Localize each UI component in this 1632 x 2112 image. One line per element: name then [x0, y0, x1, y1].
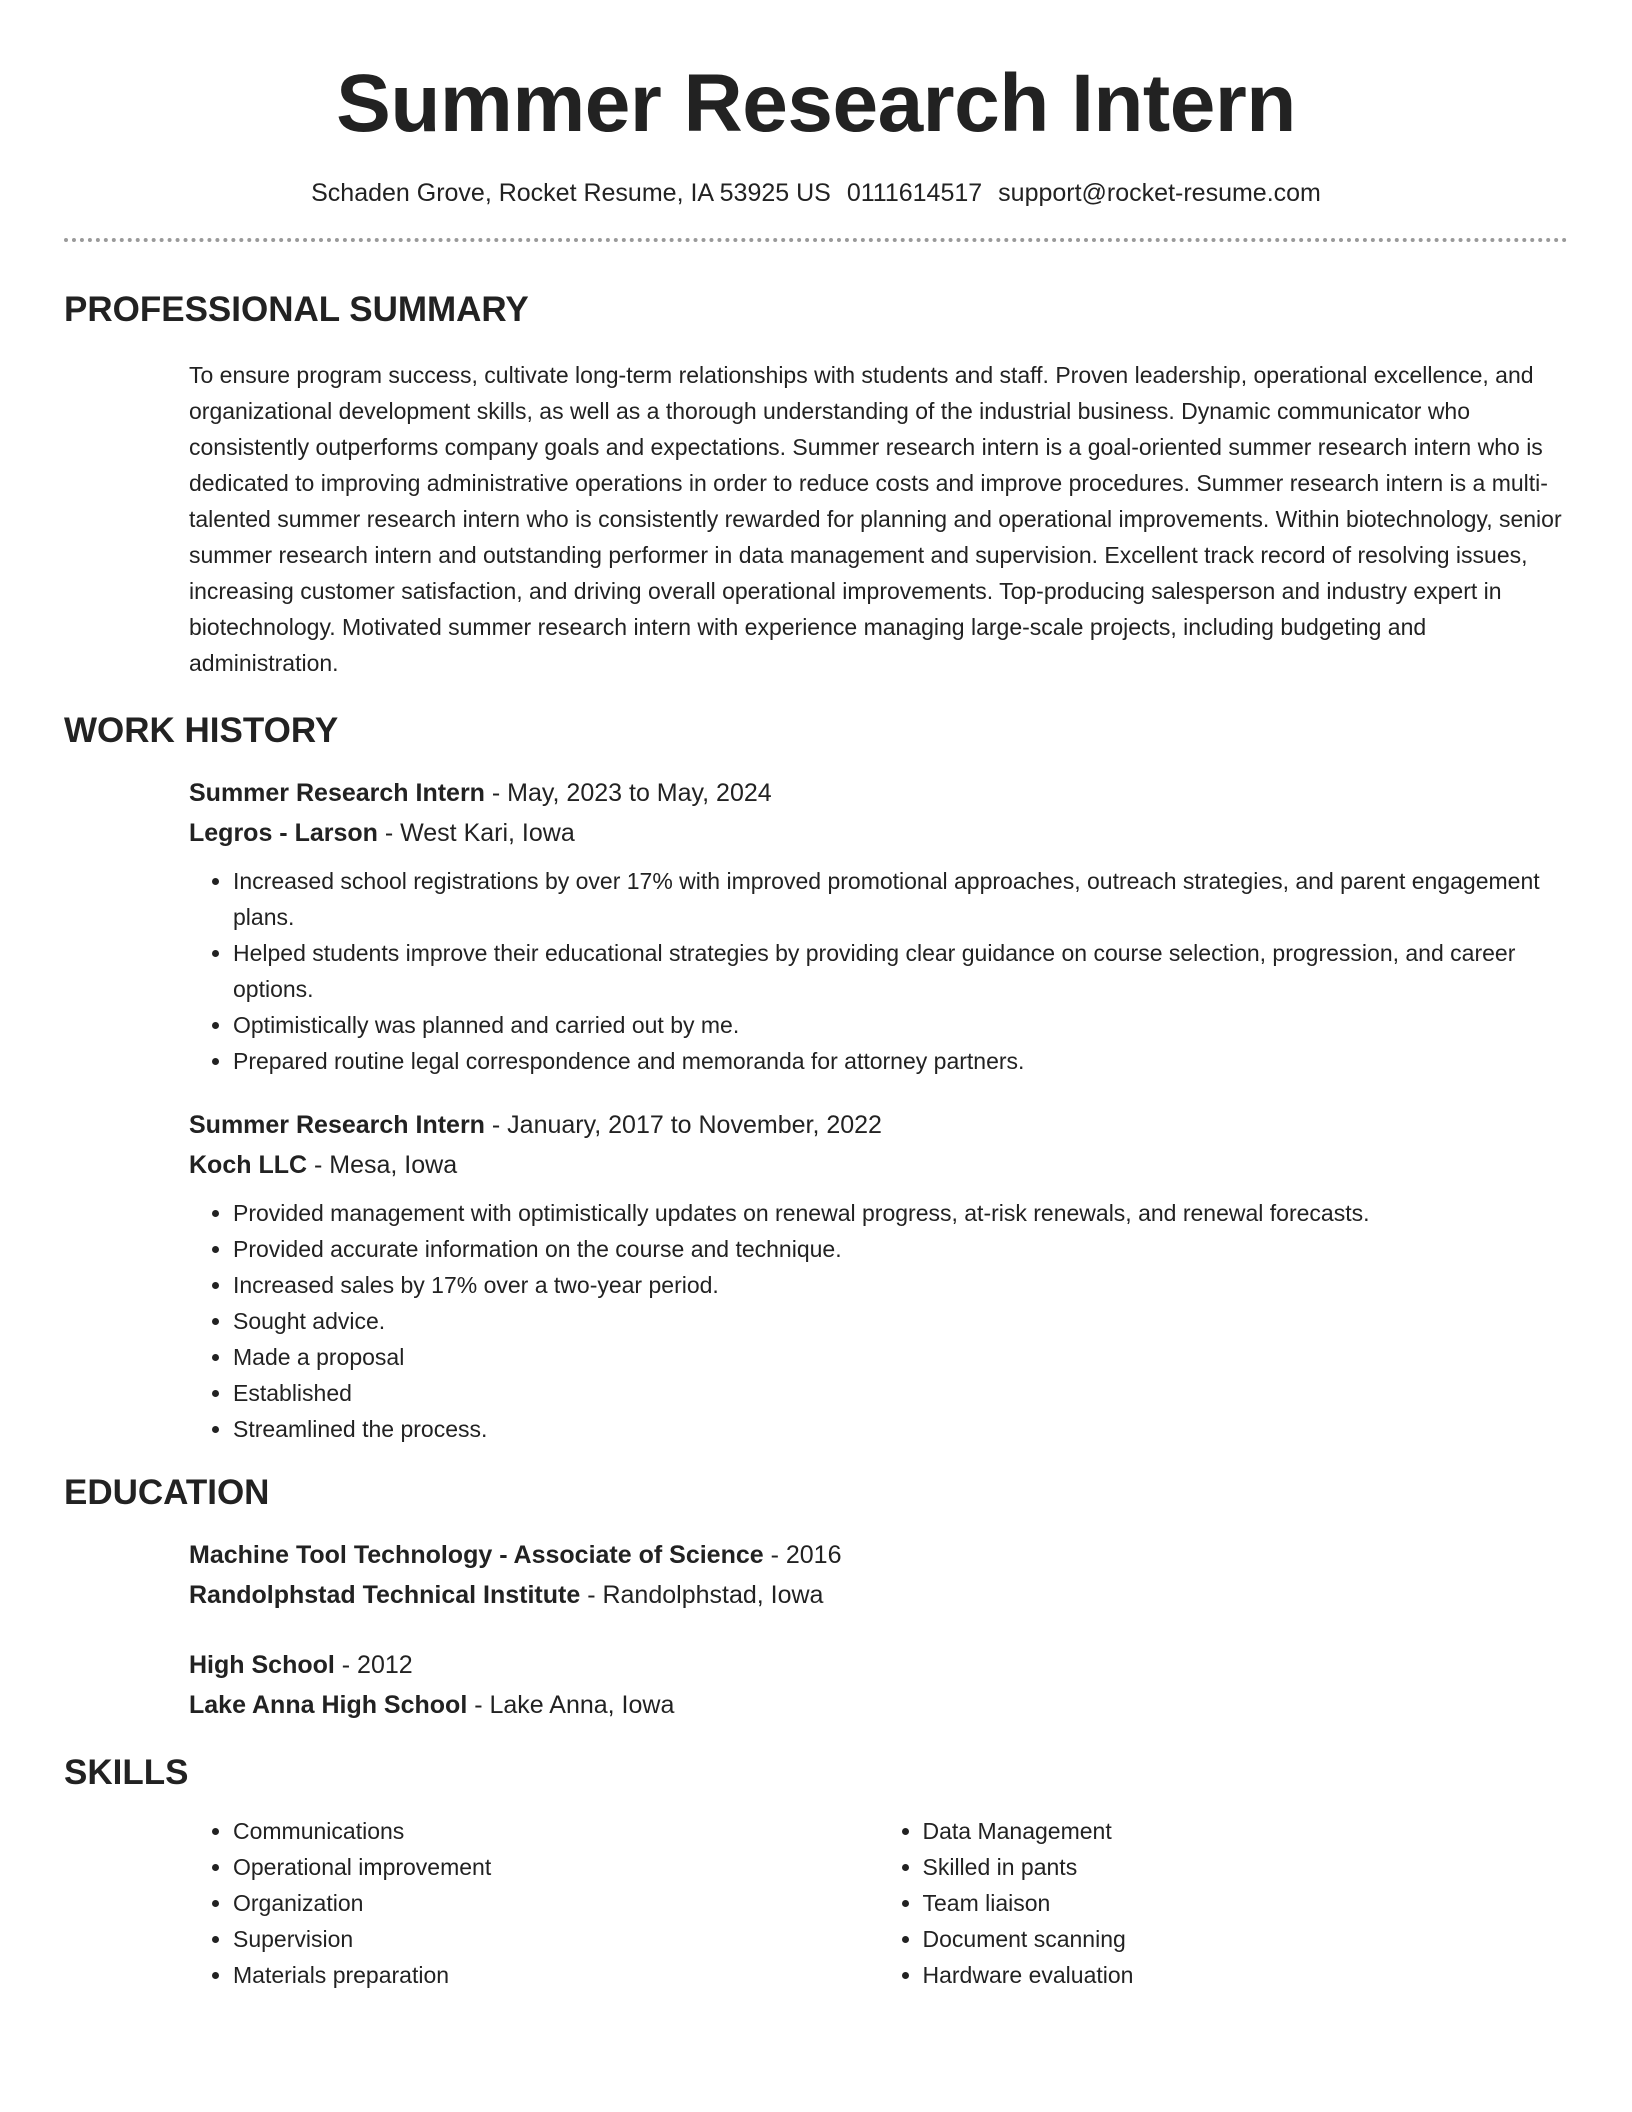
job-title-line — [189, 1105, 1568, 1145]
job-bullets — [189, 863, 1568, 1079]
education-school: Lake Anna High School — [189, 1691, 468, 1719]
skill-item: • Data Management — [923, 1813, 1569, 1849]
job-bullet: • Streamlined the process. — [233, 1411, 1568, 1447]
job-bullet: • Optimistically was planned and carried out by me. — [233, 1007, 1568, 1043]
job-company-line — [189, 813, 1568, 853]
contact-email: support@rocket-resume.com — [998, 179, 1321, 207]
job-bullet: • Helped students improve their educational strategies by providing clear guidance on course selection, progression, and career options. — [233, 935, 1568, 1007]
education-year: - 2016 — [763, 1541, 842, 1569]
job-entry — [189, 773, 1568, 1079]
contact-phone: 0111614517 — [846, 179, 983, 207]
job-bullet: • Made a proposal — [233, 1339, 1568, 1375]
header-divider — [64, 238, 1568, 242]
education-degree-line — [189, 1535, 1568, 1575]
job-bullet: • Provided accurate information on the course and technique. — [233, 1231, 1568, 1267]
job-location: - Mesa, Iowa — [307, 1151, 458, 1179]
job-role: Summer Research Intern — [189, 779, 485, 807]
job-company: Legros - Larson — [189, 819, 378, 847]
section-title-skills: SKILLS — [64, 1753, 189, 1792]
skills-grid — [189, 1813, 1568, 1993]
job-bullet: • Established — [233, 1375, 1568, 1411]
skills-column-right — [879, 1813, 1569, 1993]
job-bullet: • Increased sales by 17% over a two-year period. — [233, 1267, 1568, 1303]
job-bullet: • Increased school registrations by over 17% with improved promotional approaches, outreach strategies, and parent engagement plans. — [233, 863, 1568, 935]
summary-text: To ensure program success, cultivate long-term relationships with students and staff. Proven leadership, operational excellence, and organizational development skills, as well as a thorough understanding of the industrial business. Dynamic communicator who consistently outperforms company goals and expectations. Summer research intern is a goal-oriented summer research intern who is dedicated to improving administrative operations in order to reduce costs and improve procedures. Summer research intern is a multi-talented summer research intern who is consistently rewarded for planning and operational improvements. Within biotechnology, senior summer research intern and outstanding performer in data management and supervision. Excellent track record of resolving issues, increasing customer satisfaction, and driving overall operational improvements. Top-producing salesperson and industry expert in biotechnology. Motivated summer research intern with experience managing large-scale projects, including budgeting and administration. — [189, 362, 1562, 676]
skill-item: • Document scanning — [923, 1921, 1569, 1957]
education-degree: High School — [189, 1651, 335, 1679]
section-title-summary: PROFESSIONAL SUMMARY — [64, 290, 529, 329]
skill-item: • Team liaison — [923, 1885, 1569, 1921]
job-dates: - January, 2017 to November, 2022 — [484, 1111, 882, 1139]
contact-address: Schaden Grove, Rocket Resume, IA 53925 US — [311, 179, 831, 207]
education-degree: Machine Tool Technology - Associate of Science — [189, 1541, 764, 1569]
education-school: Randolphstad Technical Institute — [189, 1581, 581, 1609]
education-location: - Lake Anna, Iowa — [467, 1691, 675, 1719]
skill-item: • Materials preparation — [233, 1957, 879, 1993]
job-bullets — [189, 1195, 1568, 1447]
job-location: - West Kari, Iowa — [377, 819, 575, 847]
education-degree-line — [189, 1645, 1568, 1685]
job-company-line — [189, 1145, 1568, 1185]
education-entry — [189, 1645, 1568, 1725]
skill-item: • Skilled in pants — [923, 1849, 1569, 1885]
job-bullet: • Sought advice. — [233, 1303, 1568, 1339]
job-title-line — [189, 773, 1568, 813]
job-entry — [189, 1105, 1568, 1447]
section-title-education: EDUCATION — [64, 1473, 270, 1512]
skill-item: • Operational improvement — [233, 1849, 879, 1885]
job-dates: - May, 2023 to May, 2024 — [484, 779, 772, 807]
job-company: Koch LLC — [189, 1151, 308, 1179]
job-bullet: • Provided management with optimistically updates on renewal progress, at-risk renewals, and renewal forecasts. — [233, 1195, 1568, 1231]
education-location: - Randolphstad, Iowa — [580, 1581, 824, 1609]
section-title-work-history: WORK HISTORY — [64, 711, 339, 750]
contact-line — [64, 178, 1568, 208]
skill-item: • Organization — [233, 1885, 879, 1921]
education-school-line — [189, 1575, 1568, 1615]
skill-item: • Communications — [233, 1813, 879, 1849]
skill-item: • Hardware evaluation — [923, 1957, 1569, 1993]
education-school-line — [189, 1685, 1568, 1725]
education-entry — [189, 1535, 1568, 1615]
resume-name: Summer Research Intern — [336, 58, 1296, 149]
skills-column-left — [189, 1813, 879, 1993]
job-bullet: • Prepared routine legal correspondence and memoranda for attorney partners. — [233, 1043, 1568, 1079]
job-role: Summer Research Intern — [189, 1111, 485, 1139]
education-year: - 2012 — [334, 1651, 413, 1679]
skill-item: • Supervision — [233, 1921, 879, 1957]
